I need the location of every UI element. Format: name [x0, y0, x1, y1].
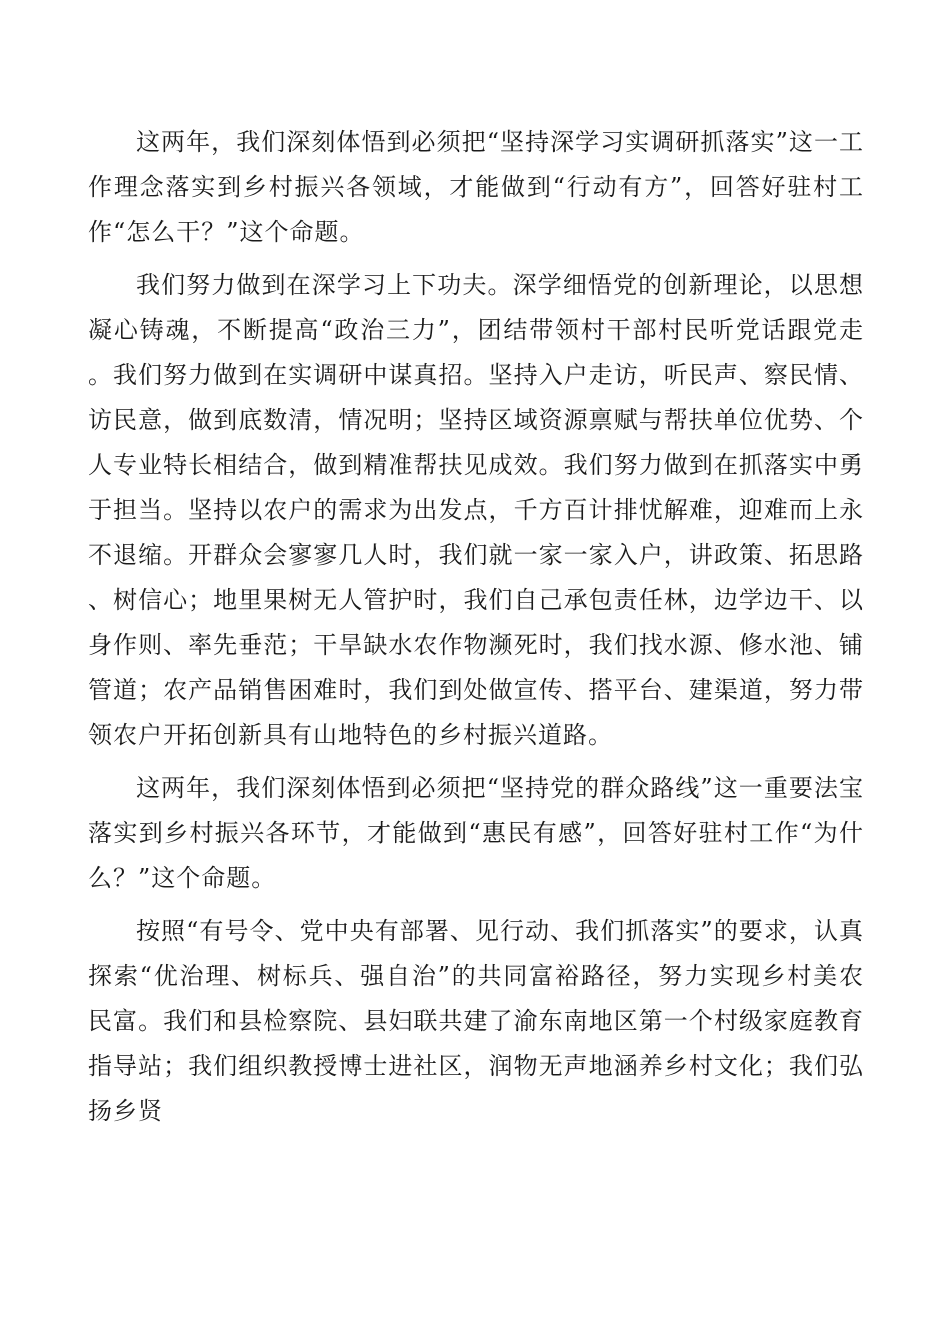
paragraph-4: 按照“有号令、党中央有部署、见行动、我们抓落实”的要求，认真探索“优治理、树标兵、强自治”的共同富裕路径，努力实现乡村美农民富。我们和县检察院、县妇联共建了渝东南地区第一个村级家庭教育指导站；我们组织教授博士进社区，润物无声地涵养乡村文化；我们弘扬乡贤 — [88, 917, 864, 1125]
paragraph-1: 这两年，我们深刻体悟到必须把“坚持深学习实调研抓落实”这一工作理念落实到乡村振兴各领域，才能做到“行动有方”，回答好驻村工作“怎么干？”这个命题。 — [88, 128, 864, 246]
document-body — [88, 120, 864, 1142]
paragraph-3: 这两年，我们深刻体悟到必须把“坚持党的群众路线”这一重要法宝落实到乡村振兴各环节，才能做到“惠民有感”，回答好驻村工作“为什么？”这个命题。 — [88, 774, 864, 892]
paragraph-2: 我们努力做到在深学习上下功夫。深学细悟党的创新理论，以思想凝心铸魂，不断提高“政治三力”，团结带领村干部村民听党话跟党走。我们努力做到在实调研中谋真招。坚持入户走访，听民声、察民情、访民意，做到底数清，情况明；坚持区域资源禀赋与帮扶单位优势、个人专业特长相结合，做到精准帮扶见成效。我们努力做到在抓落实中勇于担当。坚持以农户的需求为出发点，千方百计排忧解难，迎难而上永不退缩。开群众会寥寥几人时，我们就一家一家入户，讲政策、拓思路、树信心；地里果树无人管护时，我们自己承包责任林，边学边干、以身作则、率先垂范；干旱缺水农作物濒死时，我们找水源、修水池、铺管道；农产品销售困难时，我们到处做宣传、搭平台、建渠道，努力带领农户开拓创新具有山地特色的乡村振兴道路。 — [88, 271, 864, 749]
